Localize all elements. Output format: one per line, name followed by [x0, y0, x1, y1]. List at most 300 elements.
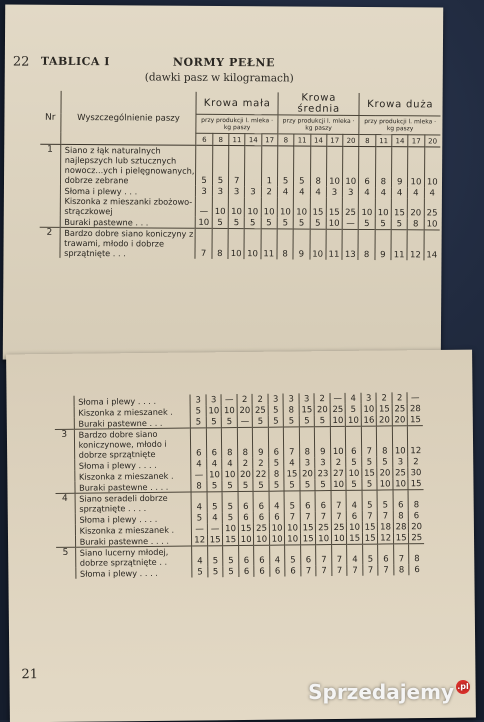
production-col-header: 20 [343, 134, 359, 146]
dose-cell: 3 [196, 186, 212, 197]
production-col-header: 17 [408, 135, 424, 147]
table-title: NORMY PEŁNE [172, 55, 276, 70]
dose-cell: 5 [362, 457, 378, 468]
dose-cell: 5 [253, 416, 269, 428]
top-page [3, 4, 443, 362]
dose-cell: 10 [361, 404, 377, 415]
dose-cell: 8 [375, 147, 392, 188]
dose-cell: 8 [407, 218, 423, 230]
dose-cell: 25 [342, 198, 358, 218]
dose-cell: 5 [245, 217, 261, 229]
dose-cell: 3 [206, 394, 222, 405]
table-row [39, 227, 439, 260]
dose-cell: 3 [245, 186, 261, 197]
dose-cell: 4 [391, 187, 407, 198]
dose-cell: 5 [192, 566, 208, 577]
dose-cell: 5 [277, 146, 294, 187]
dose-cell: 10 [343, 146, 360, 187]
feed-name: Kiszonka z mieszanek . [74, 470, 191, 482]
dose-cell: 8 [394, 564, 410, 575]
dose-cell: 15 [310, 198, 326, 218]
dose-cell: 5 [228, 217, 244, 229]
dose-cell: 6 [238, 491, 254, 512]
table-subtitle: (dawki pasz w kilogramach) [144, 71, 294, 85]
dose-cell: 5 [315, 479, 331, 491]
dose-cell: 4 [269, 491, 285, 512]
row-number [56, 568, 75, 579]
dose-cell: 20 [408, 198, 424, 218]
dose-cell: 10 [254, 534, 270, 546]
dose-cell: 7 [284, 427, 300, 458]
dose-cell: 11 [326, 229, 343, 260]
dose-cell: 6 [301, 545, 317, 566]
dose-cell: 10 [347, 522, 363, 533]
dose-cell: 15 [362, 468, 378, 479]
row-number [56, 525, 75, 536]
dose-cell: 15 [362, 533, 378, 545]
dose-cell: 5 [269, 458, 285, 469]
row-number [56, 536, 75, 548]
dose-cell: 10 [326, 218, 342, 230]
dose-cell: 10 [277, 197, 293, 217]
dose-cell: 5 [207, 480, 223, 492]
dose-cell: 10 [310, 229, 327, 260]
production-col-header: 20 [424, 135, 440, 147]
row-number: 4 [56, 493, 75, 514]
dose-cell: 12 [378, 532, 394, 544]
dose-cell: 5 [223, 512, 239, 523]
row-number [55, 460, 74, 471]
dose-cell: 6 [285, 565, 301, 576]
col-nr-header: Nr [40, 91, 60, 145]
dose-cell: 15 [393, 532, 409, 544]
dose-cell: 7 [316, 565, 332, 576]
dose-cell: 8 [408, 490, 423, 511]
dose-cell: 5 [222, 480, 238, 492]
dose-cell: 12 [408, 426, 423, 457]
dose-cell: 5 [212, 217, 228, 229]
dose-cell: 1 [261, 146, 278, 187]
dose-cell: 8 [284, 404, 300, 415]
dose-cell: 8 [393, 510, 409, 521]
row-number [55, 396, 74, 407]
dose-cell: 6 [346, 426, 362, 457]
dose-cell: 8 [237, 427, 253, 458]
dose-cell: 13 [342, 229, 359, 260]
dose-cell: 20 [409, 521, 424, 532]
production-col-header: 11 [294, 134, 310, 146]
row-number: 5 [56, 547, 75, 568]
dose-cell: 10 [212, 197, 228, 217]
dose-cell: 7 [316, 545, 332, 566]
production-col-header: 17 [327, 134, 343, 146]
dose-cell: 10 [222, 469, 238, 480]
dose-cell: 8 [212, 228, 229, 259]
dose-cell: 5 [346, 404, 362, 415]
dose-cell: 5 [208, 546, 224, 567]
dose-cell: 10 [375, 198, 391, 218]
dose-cell: 8 [377, 426, 393, 457]
dose-cell: 10 [223, 523, 239, 534]
dose-cell: 20 [300, 468, 316, 479]
table-row [40, 144, 440, 187]
dose-cell: — [237, 416, 253, 428]
dose-cell: 15 [377, 403, 393, 414]
dose-cell: 15 [300, 533, 316, 545]
dose-cell: 3 [299, 393, 315, 404]
row-number [40, 185, 60, 196]
row-number [55, 407, 74, 418]
group-subheader: przy produkcji l. mleka · kg paszy [196, 114, 278, 134]
dose-cell: 6 [409, 564, 424, 575]
dose-cell: 5 [268, 416, 284, 428]
dose-cell: 3 [315, 457, 331, 468]
dose-cell: 5 [222, 492, 238, 513]
dose-cell: 15 [300, 522, 316, 533]
dose-cell: 6 [269, 512, 285, 523]
dose-cell: 6 [359, 146, 376, 187]
dose-cell: 25 [409, 532, 424, 544]
dose-cell: 3 [283, 393, 299, 404]
group-header-small: Krowa mała [196, 92, 278, 115]
dose-cell: 15 [408, 414, 423, 426]
dose-cell: 10 [326, 146, 343, 187]
dose-cell: 10 [346, 415, 362, 427]
dose-cell: 20 [237, 405, 253, 416]
table-label: TABLICA I [40, 54, 110, 69]
dose-cell: 2 [331, 457, 347, 468]
dose-cell: 5 [191, 416, 207, 428]
dose-cell: 3 [268, 394, 284, 405]
dose-cell: 8 [222, 428, 238, 459]
dose-cell: 5 [377, 490, 393, 511]
row-number: 2 [39, 227, 59, 258]
dose-cell: 2 [238, 458, 254, 469]
dose-cell: 10 [424, 147, 440, 188]
dose-cell: 15 [238, 523, 254, 534]
feed-name: Siano seradeli dobrze sprzątnięte . . . . [75, 492, 192, 514]
dose-cell: 7 [331, 490, 347, 511]
dose-cell: 5 [196, 145, 213, 186]
dose-cell: 5 [362, 490, 378, 511]
dose-cell: 4 [191, 492, 207, 513]
dose-cell: 5 [277, 217, 293, 229]
dose-cell: 5 [377, 456, 393, 467]
dose-cell: 4 [222, 458, 238, 469]
group-header-medium: Krowa średnia [278, 92, 360, 115]
dose-cell: 6 [191, 428, 207, 459]
dose-cell: 3 [393, 456, 409, 467]
dose-cell: 20 [392, 414, 408, 426]
dose-cell: 5 [284, 491, 300, 512]
dose-cell: 20 [377, 414, 393, 426]
dose-cell: — [342, 218, 358, 230]
dose-cell: 10 [330, 426, 346, 457]
dose-cell: 25 [392, 403, 408, 414]
dose-cell: 8 [299, 427, 315, 458]
dose-cell: 5 [346, 457, 362, 468]
dose-cell: 10 [330, 415, 346, 427]
dose-cell: 5 [223, 566, 239, 577]
dose-cell: 10 [244, 229, 261, 260]
dose-cell: 9 [253, 427, 269, 458]
dose-cell: 20 [315, 404, 331, 415]
dose-cell: 5 [362, 544, 378, 565]
dose-cell: 6 [270, 566, 286, 577]
dose-cell: 5 [346, 479, 362, 491]
dose-cell: 10 [377, 478, 393, 490]
dose-cell: 10 [331, 533, 347, 545]
dose-cell: 8 [269, 469, 285, 480]
dose-cell: 12 [192, 534, 208, 546]
dose-cell: 5 [191, 405, 207, 416]
feed-name: Siano z łąk naturalnych najlepszych lub sztucznych nowocz...ych i pielęgnowanych, dobrze zebrane [60, 144, 196, 185]
production-col-header: 8 [213, 133, 229, 145]
dose-cell: 14 [424, 230, 440, 261]
dose-cell: 15 [408, 478, 423, 490]
dose-cell: 7 [332, 544, 348, 565]
dose-cell [245, 146, 262, 187]
dose-cell: 6 [300, 491, 316, 512]
dose-cell: 5 [299, 415, 315, 427]
dose-cell: 9 [391, 147, 408, 188]
dose-cell: 15 [284, 468, 300, 479]
dose-cell: 3 [228, 186, 244, 197]
dose-cell: 7 [347, 565, 363, 576]
production-col-header: 6 [196, 133, 212, 145]
dose-cell: 6 [347, 511, 363, 522]
dose-cell: 6 [254, 566, 270, 577]
dose-cell: 7 [378, 564, 394, 575]
dose-cell: 6 [254, 512, 270, 523]
dose-cell: 7 [331, 511, 347, 522]
dose-cell: 5 [310, 218, 326, 230]
dose-cell: 5 [212, 145, 229, 186]
page-number-bottom: 21 [21, 667, 39, 683]
row-number [40, 216, 60, 228]
dose-cell: 5 [300, 479, 316, 491]
table-row [56, 544, 424, 568]
dose-cell: 4 [284, 457, 300, 468]
dose-cell: 7 [378, 510, 394, 521]
dose-cell: 15 [223, 534, 239, 546]
dose-cell: 5 [192, 512, 208, 523]
feed-name: Słoma i plewy . . . . [75, 513, 192, 525]
row-number [40, 196, 60, 216]
dose-cell: 3 [190, 394, 206, 405]
dose-cell: 8 [191, 480, 207, 492]
table-row [56, 490, 424, 514]
dose-cell: 8 [409, 544, 424, 565]
production-col-header: 8 [359, 134, 375, 146]
watermark-logo [308, 680, 470, 704]
dose-cell: 4 [207, 512, 223, 523]
watermark-text: Sprzedajemy [308, 680, 454, 704]
dose-cell: 7 [229, 146, 246, 187]
feed-name: Buraki pastewne . . . . [75, 535, 192, 548]
dose-cell: 4 [191, 458, 207, 469]
production-col-header: 14 [245, 134, 261, 146]
dose-cell: — [207, 523, 223, 534]
row-number [56, 514, 75, 525]
dose-cell: 28 [393, 521, 409, 532]
dose-cell: 9 [375, 230, 392, 261]
dose-cell: — [330, 393, 346, 404]
dose-cell: 4 [207, 458, 223, 469]
dose-cell: 2 [261, 186, 277, 197]
dose-cell: 4 [345, 393, 361, 404]
dose-cell: 6 [206, 428, 222, 459]
col-name-header: Wyszczególnienie paszy [60, 91, 196, 145]
dose-cell: 4 [192, 546, 208, 567]
dose-cell: 3 [343, 187, 359, 198]
dose-cell: 7 [362, 511, 378, 522]
dose-cell: 10 [424, 218, 440, 230]
feed-name: Słoma i plewy . . . . [74, 395, 191, 407]
dose-cell: 5 [238, 480, 254, 492]
dose-cell: 10 [269, 534, 285, 546]
dose-cell: 5 [293, 217, 309, 229]
dose-cell: 15 [391, 198, 407, 218]
row-number [55, 471, 74, 482]
dose-cell: 10 [207, 469, 223, 480]
dose-cell: 2 [408, 456, 423, 467]
row-number: 3 [55, 429, 74, 460]
dose-cell: 4 [375, 187, 391, 198]
dose-cell: 7 [195, 228, 212, 259]
dose-cell: 23 [315, 468, 331, 479]
dose-cell: 7 [300, 511, 316, 522]
dose-cell: 8 [358, 229, 375, 260]
norms-table-bottom [55, 392, 425, 579]
dose-cell: 25 [393, 467, 409, 478]
feed-name: Kiszonka z mieszanek . [74, 406, 191, 418]
dose-cell: 10 [293, 197, 309, 217]
dose-cell: 25 [424, 198, 440, 218]
dose-cell: 10 [285, 533, 301, 545]
dose-cell: 30 [408, 467, 423, 478]
dose-cell: — [407, 392, 422, 403]
dose-cell: 10 [238, 534, 254, 546]
dose-cell: 6 [378, 544, 394, 565]
dose-cell: — [196, 197, 212, 217]
dose-cell: 5 [294, 146, 311, 187]
dose-cell: 5 [207, 492, 223, 513]
dose-cell: 8 [310, 146, 327, 187]
dose-cell: 20 [238, 469, 254, 480]
feed-name: Słoma i plewy . . . . [74, 459, 191, 471]
dose-cell: 5 [268, 405, 284, 416]
production-col-header: 14 [392, 135, 408, 147]
dose-cell: 3 [361, 393, 377, 404]
dose-cell: 6 [409, 510, 424, 521]
dose-cell: 5 [391, 218, 407, 230]
dose-cell: 10 [228, 229, 245, 260]
dose-cell: 7 [285, 511, 301, 522]
dose-cell: 2 [376, 392, 392, 403]
row-number [55, 418, 74, 430]
dose-cell: 10 [408, 147, 425, 188]
dose-cell: 2 [392, 392, 408, 403]
dose-cell: 10 [228, 197, 244, 217]
dose-cell: 5 [285, 545, 301, 566]
dose-cell: 6 [315, 491, 331, 512]
dose-cell: 6 [254, 545, 270, 566]
dose-cell: 5 [261, 217, 277, 229]
dose-cell: 10 [316, 533, 332, 545]
dose-cell: 4 [346, 490, 362, 511]
feed-name: Kiszonka z mieszanek . [75, 524, 192, 536]
dose-cell: 9 [293, 229, 310, 260]
dose-cell: 4 [424, 187, 440, 198]
dose-cell: 25 [254, 523, 270, 534]
dose-cell: 7 [393, 544, 409, 565]
dose-cell: 7 [301, 565, 317, 576]
dose-cell: 10 [261, 197, 277, 217]
dose-cell: 15 [299, 404, 315, 415]
dose-cell: 15 [326, 198, 342, 218]
feed-name: Siano lucerny młodej, dobrze sprzątnięte . . [75, 546, 192, 568]
dose-cell: 20 [377, 467, 393, 478]
dose-cell: 10 [331, 479, 347, 491]
feed-name: Kiszonka z mieszanki zbożowo-strączkowej [60, 196, 196, 217]
dose-cell: 2 [252, 394, 268, 405]
dose-cell: 6 [268, 427, 284, 458]
dose-cell: 12 [407, 230, 424, 261]
dose-cell: 3 [300, 457, 316, 468]
dose-cell: 11 [261, 229, 278, 260]
dose-cell: 5 [315, 415, 331, 427]
dose-cell: 10 [222, 405, 238, 416]
dose-cell: 5 [284, 479, 300, 491]
dose-cell: 7 [361, 426, 377, 457]
dose-cell: 5 [359, 218, 375, 230]
dose-cell: 8 [277, 229, 294, 260]
dose-cell: 5 [223, 546, 239, 567]
dose-cell: 5 [284, 415, 300, 427]
dose-cell: 5 [208, 566, 224, 577]
dose-cell: 6 [393, 490, 409, 511]
dose-cell: 5 [206, 416, 222, 428]
dose-cell: 3 [212, 186, 228, 197]
dose-cell: 10 [196, 217, 212, 229]
production-col-header: 14 [310, 134, 326, 146]
row-number: 1 [47, 144, 53, 155]
dose-cell: 16 [361, 415, 377, 427]
dose-cell: 4 [310, 187, 326, 198]
norms-table-top [39, 91, 440, 261]
feed-name: Buraki pastewne . . . . [75, 481, 192, 494]
dose-cell: 9 [315, 427, 331, 458]
row-number [55, 482, 74, 494]
dose-cell: 15 [347, 533, 363, 545]
dose-cell: 5 [222, 416, 238, 428]
feed-name: Słoma i plewy . . . [60, 185, 196, 197]
dose-cell: 10 [359, 198, 375, 218]
dose-cell: 22 [253, 469, 269, 480]
dose-cell: 11 [391, 230, 408, 261]
dose-cell: 2 [314, 393, 330, 404]
production-col-header: 11 [229, 134, 245, 146]
dose-cell: 2 [253, 458, 269, 469]
dose-cell: 4 [347, 544, 363, 565]
dose-cell: 10 [269, 523, 285, 534]
dose-cell: 27 [331, 468, 347, 479]
group-header-large: Krowa duża [359, 93, 440, 116]
table-row [55, 426, 423, 460]
dose-cell: 10 [393, 478, 409, 490]
dose-cell: 4 [270, 545, 286, 566]
